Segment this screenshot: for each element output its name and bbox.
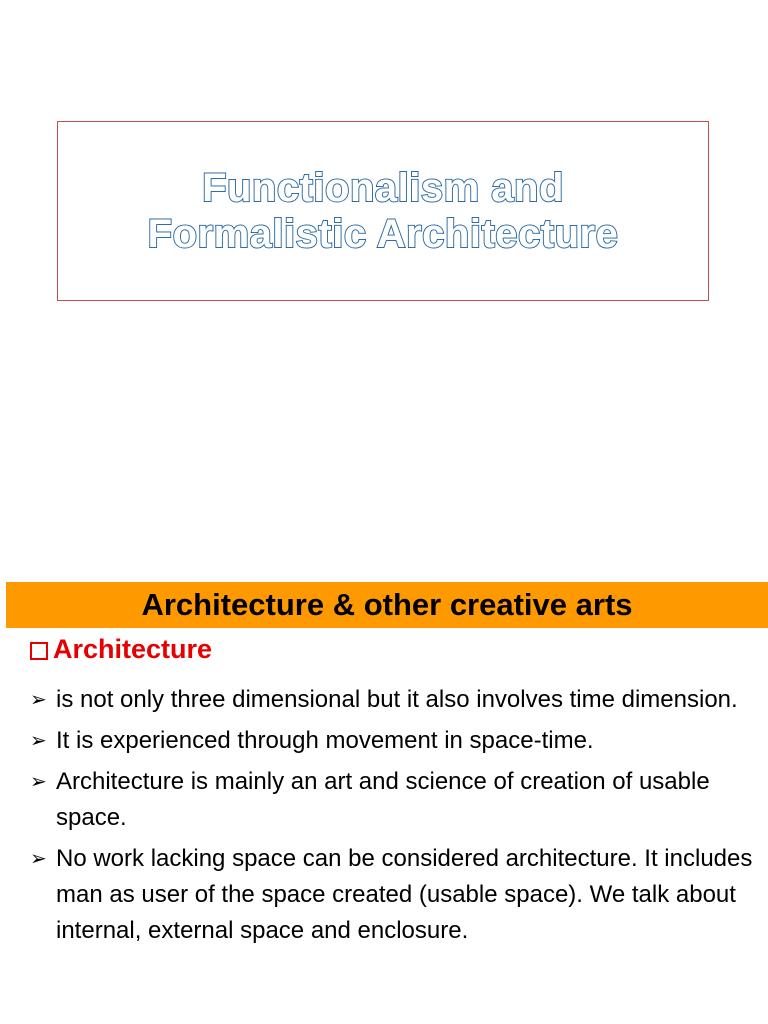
- list-item-text: It is experienced through movement in space-time.: [56, 727, 594, 754]
- list-item: [30, 841, 760, 949]
- bullet-list: [30, 682, 760, 954]
- content-slide: [0, 582, 768, 1024]
- checkbox-icon: [30, 642, 48, 660]
- list-item: [30, 723, 760, 759]
- title-box: [57, 121, 709, 301]
- list-item: [30, 682, 760, 718]
- section-heading: [30, 634, 212, 665]
- slide-title-line-1: Functionalism and: [202, 166, 564, 210]
- section-heading-label: Architecture: [53, 634, 213, 664]
- slide-title: [148, 165, 619, 257]
- arrow-bullet-icon: ➢: [30, 730, 47, 752]
- arrow-bullet-icon: ➢: [30, 771, 47, 793]
- list-item-text: Architecture is mainly an art and science of creation of usable space.: [56, 768, 710, 831]
- arrow-bullet-icon: ➢: [30, 689, 47, 711]
- header-bar: [6, 582, 768, 628]
- list-item-text: is not only three dimensional but it also involves time dimension.: [56, 686, 738, 713]
- arrow-bullet-icon: ➢: [30, 848, 47, 870]
- slide-title-line-2: Formalistic Architecture: [147, 212, 619, 256]
- list-item: [30, 764, 760, 836]
- slide-heading: Architecture & other creative arts: [141, 587, 633, 622]
- list-item-text: No work lacking space can be considered architecture. It includes man as user of the space created (usable space). We talk about internal, external space and enclosure.: [56, 845, 753, 944]
